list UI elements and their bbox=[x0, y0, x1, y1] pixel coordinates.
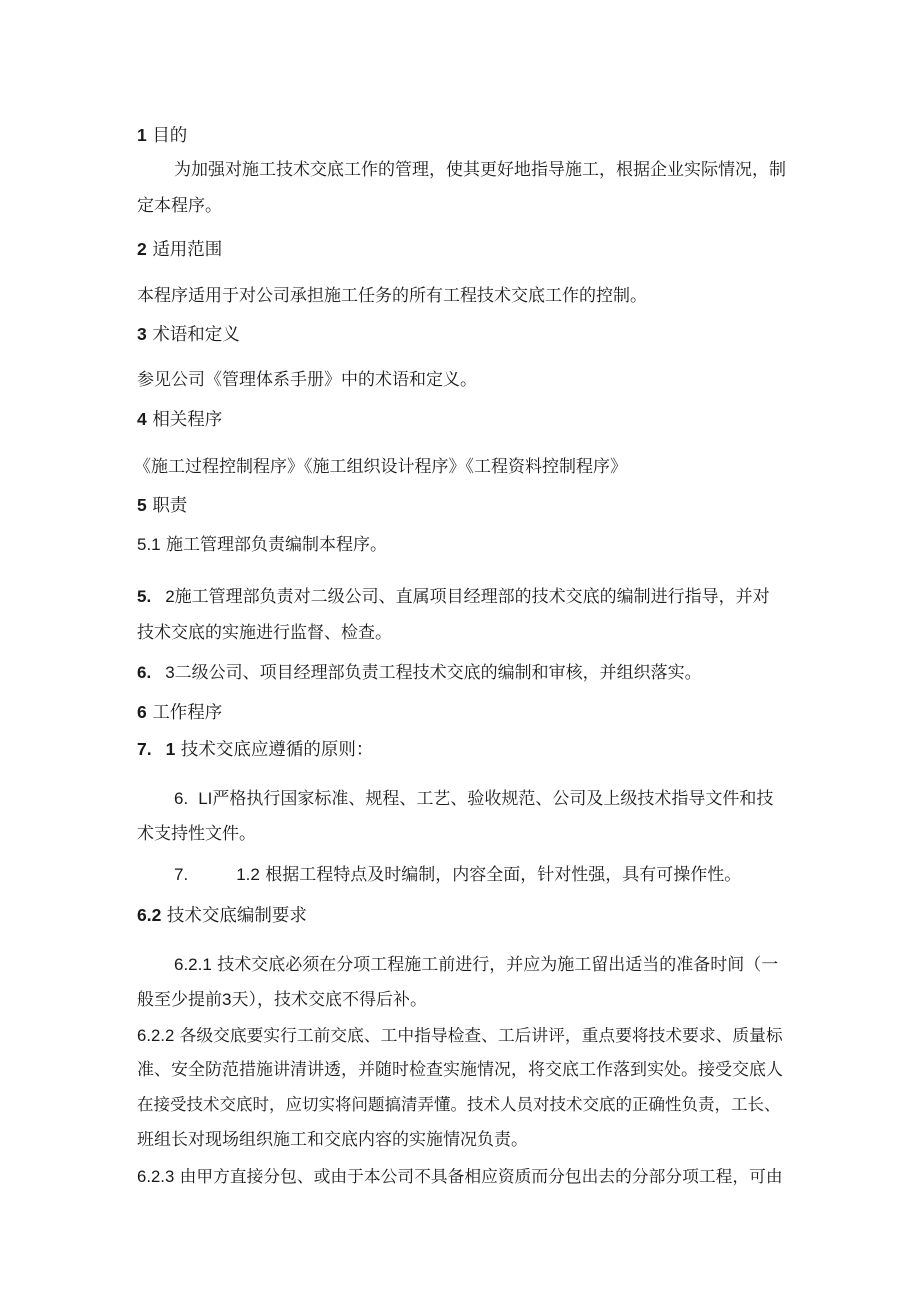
section-2-body: 本程序适用于对公司承担施工任务的所有工程技术交底工作的控制。 bbox=[137, 286, 647, 306]
section-3-body: 参见公司《管理体系手册》中的术语和定义。 bbox=[137, 370, 477, 390]
section-1-body-line-1: 为加强对施工技术交底工作的管理，使其更好地指导施工，根据企业实际情况，制 bbox=[174, 160, 786, 180]
section-5-2-continued: 技术交底的实施进行监督、检查。 bbox=[137, 623, 392, 643]
section-5-1: 5.1 施工管理部负责编制本程序。 bbox=[137, 535, 388, 555]
section-4-body: 《施工过程控制程序》《施工组织设计程序》《工程资料控制程序》 bbox=[134, 457, 627, 477]
section-6-1-2: 7. 1.2 根据工程特点及时编制，内容全面，针对性强，具有可操作性。 bbox=[174, 865, 742, 885]
section-6-1-heading: 7. 1 技术交底应遵循的原则： bbox=[137, 739, 374, 760]
section-1-heading: 1 目的 bbox=[137, 125, 188, 146]
section-5-heading: 5 职责 bbox=[137, 495, 188, 516]
section-6-1-1-continued: 术支持性文件。 bbox=[137, 824, 256, 844]
section-5-3: 6. 3二级公司、项目经理部负责工程技术交底的编制和审核，并组织落实。 bbox=[137, 663, 702, 683]
section-6-2-2-line-4: 班组长对现场组织施工和交底内容的实施情况负责。 bbox=[137, 1130, 528, 1150]
section-6-2-2: 6.2.2 各级交底要实行工前交底、工中指导检查、工后讲评，重点要将技术要求、质量标 bbox=[137, 1025, 783, 1045]
section-6-2-1-continued: 般至少提前3天），技术交底不得后补。 bbox=[137, 990, 427, 1010]
section-4-heading: 4 相关程序 bbox=[137, 409, 223, 430]
section-5-2: 5. 2施工管理部负责对二级公司、直属项目经理部的技术交底的编制进行指导，并对 bbox=[137, 587, 770, 607]
section-6-2-2-line-3: 在接受技术交底时，应切实将问题搞清弄懂。技术人员对技术交底的正确性负责，工长、 bbox=[137, 1095, 781, 1114]
section-6-2-1: 6.2.1 技术交底必须在分项工程施工前进行，并应为施工留出适当的准备时间（一 bbox=[174, 955, 779, 975]
section-6-2-heading: 6.2 技术交底编制要求 bbox=[137, 905, 307, 926]
section-6-1-1: 6. LI严格执行国家标准、规程、工艺、验收规范、公司及上级技术指导文件和技 bbox=[174, 789, 774, 809]
section-6-2-3: 6.2.3 由甲方直接分包、或由于本公司不具备相应资质而分包出去的分部分项工程，可由 bbox=[137, 1166, 783, 1186]
section-1-body-line-2: 定本程序。 bbox=[137, 196, 222, 216]
section-3-heading: 3 术语和定义 bbox=[137, 324, 240, 345]
section-6-2-2-line-2: 准、安全防范措施讲清讲透，并随时检查实施情况，将交底工作落到实处。接受交底人 bbox=[137, 1060, 783, 1080]
section-2-heading: 2 适用范围 bbox=[137, 239, 223, 260]
section-6-heading: 6 工作程序 bbox=[137, 702, 223, 723]
